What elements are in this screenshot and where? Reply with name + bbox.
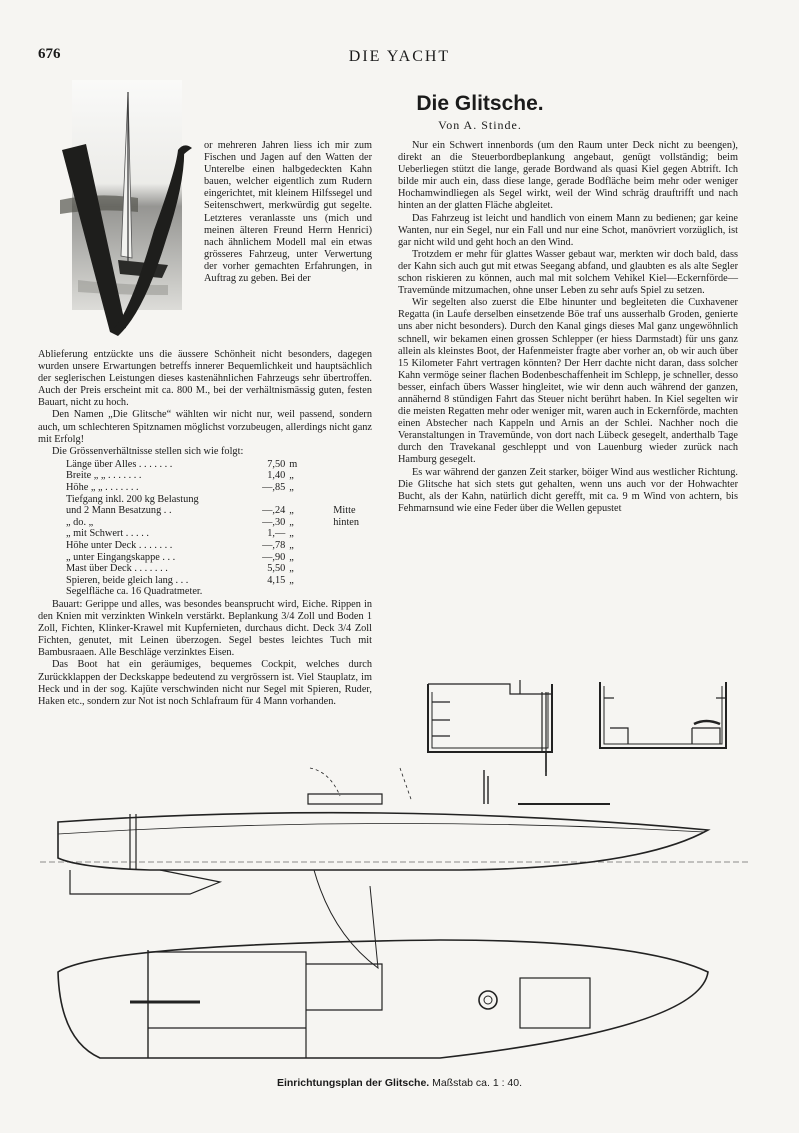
running-head: DIE YACHT (348, 48, 451, 65)
cross-section-cockpit (600, 682, 726, 748)
dimension-value: 5,50 (267, 563, 286, 575)
dimension-label: und 2 Mann Besatzung . . (66, 505, 172, 517)
dimension-row (66, 470, 366, 482)
dimension-row (66, 528, 366, 540)
dimension-unit: „ (289, 505, 294, 517)
dimension-unit (289, 494, 333, 506)
dimension-row (66, 575, 366, 587)
dimension-row (66, 540, 366, 552)
article-byline: Von A. Stinde. (438, 118, 522, 132)
left-paragraph-3: Die Grössenverhältnisse stellen sich wie folgt: (52, 445, 244, 457)
caption-scale: Maßstab ca. 1 : 40. (432, 1077, 523, 1089)
dimension-value: —,30 (262, 516, 286, 528)
dimension-note (333, 540, 366, 552)
dimension-row (66, 586, 366, 598)
dimension-label: „ mit Schwert . . . . . (66, 528, 149, 540)
right-paragraph-4: Wir segelten also zuerst die Elbe hinunter und begleiteten die Cuxhavener Regatta (in Laufe derselben einsetzende Böe traf uns ausserhalb Groden, genierte uns aber nicht besonders). Durch den Kanal gings dieses Mal ganz ungewöhnlich schnell, wir bekamen einen grossen Schlepper (er hiess Darmstadt) für uns ganz allein als kleinstes Boot, der Hafenmeister fragte aber vorher an, ob wir auch über 15 Kilometer Fahrt vertragen könnten? Der Herr dachte nicht daran, dass solcher Kahn vermöge seiner flachen Bodenbeschaffenheit im Schlepp, je schneller, desso besser, einfach übers Wasser hingleitet, wie wir denn auch während der ganzen, annähernd 8 stündigen Fahrt das Steuer nicht berührt haben. In Kiel segelten wir die meisten Regatten mehr oder weniger mit, waren auch in Eckernförde, machten einen Abstecher nach Kappeln und Arnis an der Schlei. Nachher noch die Veranstaltungen in Travemünde, von dort nach Lübeck gesegelt, anderthalb Tage durch den Travekanal geschleppt und von Lauenburg wieder zurück nach Hamburg gesegelt. (398, 297, 738, 466)
dimension-value: 1,40 (267, 470, 286, 482)
dimension-label: Länge über Alles . . . . . . . (66, 458, 173, 470)
dimension-unit: „ (289, 574, 294, 586)
dimension-unit: „ (289, 563, 294, 575)
dimension-value: 4,15 (267, 574, 286, 586)
dimension-note (333, 459, 366, 471)
dimension-value (239, 494, 289, 506)
dimension-note (333, 528, 366, 540)
dimension-note (333, 470, 366, 482)
left-paragraph-1: Ablieferung entzückte uns die äussere Schönheit nicht besonders, dagegen wurden unsere Erwartungen betreffs innerer Bequemlichkeit und hauptsächlich der seglerischen Leistungen dieses kastenähnlichen Fahrzeugs sehr übertroffen. Auch der Preis erscheint mit ca. 800 M., bei der verhältnismässig guten, festen Bauart, nicht zu hoch. (38, 349, 372, 409)
cockpit-paragraph: Das Boot hat ein geräumiges, bequemes Cockpit, welches durch Zurückklappen der Deckskappe bedeutend zu vergrössern ist. Viel Stauplatz, im Heck und in der sog. Kajüte verschwinden nicht nur Segel mit Spieren, Ruder, Haken etc., sondern zur Not ist noch Schlafraum für 4 Mann vorhanden. (38, 659, 372, 707)
dimension-note (333, 586, 366, 598)
construction-paragraph: Bauart: Gerippe und alles, was besondes beansprucht wird, Eiche. Rippen in den Knien mit verzinkten Winkeln verstärkt. Beplankung 3/4 Zoll und Boden 1 Zoll, Fichten, Klinker-Krawel mit Kupfernieten, durchaus dicht. Deck 3/4 Zoll Fichten, genutet, mit Leinen überzogen. Segel bestes leichtes Tuch mit Bambusraaen. Alle Beschläge verzinktes Eisen. (38, 598, 372, 659)
dimension-label: Tiefgang inkl. 200 kg Belastung (66, 493, 199, 505)
dimension-label: „ do. „ (66, 516, 94, 528)
dimension-value: —,24 (262, 505, 286, 517)
dimension-value (239, 586, 289, 598)
dimension-note: Mitte (333, 505, 356, 517)
plan-view (58, 940, 708, 1058)
dimension-label: Breite „ „ . . . . . . . (66, 470, 142, 482)
dimension-label: Spieren, beide gleich lang . . . (66, 574, 189, 586)
dimension-label: Mast über Deck . . . . . . . (66, 563, 168, 575)
article-title: Die Glitsche. (416, 92, 544, 115)
intro-text-block (204, 140, 372, 285)
figure-caption (0, 1077, 799, 1089)
dimension-value: 1,— (267, 528, 286, 540)
dimension-label: „ unter Eingangskappe . . . (66, 551, 176, 563)
dimension-note: hinten (333, 516, 360, 528)
page-number: 676 (38, 46, 61, 62)
dimension-note (333, 575, 366, 587)
initial-v-sailboat-illustration (58, 80, 204, 338)
dimension-value: —,85 (262, 482, 286, 494)
right-column (398, 140, 738, 515)
dimension-label: Segelfläche ca. 16 Quadratmeter. (66, 586, 203, 598)
dimension-unit (289, 586, 333, 598)
dimension-unit: „ (289, 470, 294, 482)
dimension-note (333, 482, 366, 494)
dimension-value: —,90 (262, 551, 286, 563)
dimension-value: —,78 (262, 540, 286, 551)
caption-title: Einrichtungsplan der Glitsche. (276, 1077, 430, 1089)
dimension-unit: „ (289, 482, 294, 494)
dimension-unit: „ (289, 540, 294, 551)
dimension-row (66, 482, 366, 494)
left-paragraph-2: Den Namen „Die Glitsche“ wählten wir nicht nur, weil passend, sondern auch, um schlechteren Spitznamen möglichst vorzubeugen, allerdings nicht ganz mit Erfolg! (38, 409, 372, 445)
dimension-value: 7,50 (267, 458, 286, 470)
right-paragraph-5: Es war während der ganzen Zeit starker, böiger Wind aus westlicher Richtung. Die Glitsche hat sich stets gut gehalten, wenn uns auch vor der Hohwachter Bucht, als der Kahn, natürlich dicht gerefft, mit ca. 9 m Wind von achtern, bis Fehmarnsund wie eine Feder über die Wellen gepustet (398, 466, 738, 514)
dimension-note (333, 494, 366, 506)
cross-section-cabin (428, 680, 552, 776)
dimension-note (333, 552, 366, 564)
dimension-note (333, 563, 366, 575)
dimension-unit: „ (289, 528, 294, 540)
dimension-label: Höhe „ „ . . . . . . . (66, 482, 139, 494)
dimension-unit: „ (289, 516, 294, 528)
dimension-unit: m (289, 458, 298, 470)
side-elevation (40, 768, 750, 968)
right-paragraph-3: Trotzdem er mehr für glattes Wasser gebaut war, merkten wir doch bald, dass der Kahn sich auch gut mit etwas Seegang abfand, und glaubten es als alte Segler schon riskieren zu können, auch mal mit solchem Vehikel Kiel—Eckernförde—Travemünde mitzumachen, ohne unser Leben zu sehr aufs Spiel zu setzen. (398, 248, 738, 297)
boat-plan-drawing (40, 672, 770, 1072)
dimensions-table (66, 459, 366, 598)
dimension-row (66, 517, 366, 529)
dimension-label: Höhe unter Deck . . . . . . . (66, 540, 173, 551)
left-column (38, 349, 372, 708)
right-paragraph-2: Das Fahrzeug ist leicht und handlich von einem Mann zu bedienen; gar keine Wanten, nur ein Segel, nur ein Fall und nur eine Schot, manövriert vorzüglich, ist gar nicht wild und geht hoch an den Wind. (398, 212, 738, 248)
dimension-row (66, 494, 366, 506)
dimension-row (66, 459, 366, 471)
dimension-row (66, 563, 366, 575)
dimension-unit: „ (289, 551, 294, 563)
right-paragraph-1: Nur ein Schwert innenbords (um den Raum unter Deck nicht zu beengen), direkt an die Steuerbordbeplankung angebaut, genügt vollständig; beim Ueberliegen stützt die lange, gerade Bordwand als quasi Kiel gegen Abtrift. Ich bilde mir auch ein, dass diese lange, gerade Bodfläche beim mehr oder weniger Hochamwindliegen als Segel wirkt, weil der Wind schräg drauftrifft und nach hinten an der glatten Fläche abgleitet. (398, 140, 738, 212)
dimension-row (66, 552, 366, 564)
intro-paragraph: or mehreren Jahren liess ich mir zum Fischen und Jagen auf den Watten der Unterelbe einen halbgedeckten Kahn bauen, welcher eigentlich zum Rudern eingerichtet, mit kleinem Hilfssegel und Seitenschwert, merkwürdig gut segelte. Letzteres veranlasste uns (mich und meinen älteren Freund Herrn Henrici) nach ähnlichem Modell mal ein etwas grösseres Fahrzeug, unter Verwertung der vorher gemachten Erfahrungen, in Auftrag zu geben. Bei der (204, 140, 372, 285)
dimension-row (66, 505, 366, 517)
